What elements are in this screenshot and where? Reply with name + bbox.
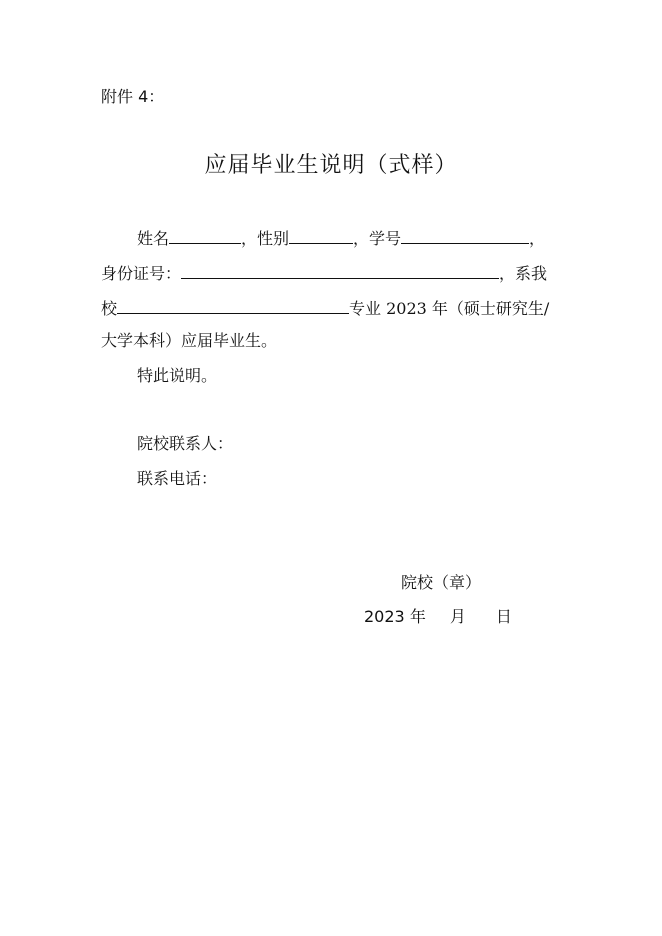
school-seal-label: 院校（章）: [401, 573, 482, 592]
form-line-1: [137, 226, 545, 249]
form-line-2: [101, 261, 547, 284]
name-label: 姓名: [137, 229, 170, 248]
document-title: 应届毕业生说明（式样）: [204, 153, 458, 178]
line-1-comma: ，: [529, 229, 546, 248]
phone-label: 联系电话：: [137, 469, 218, 488]
school-char: 校: [101, 299, 118, 318]
major-text: 专业 2023 年（硕士研究生/: [349, 299, 550, 318]
month-unit: 月: [449, 607, 466, 626]
student-id-label: ，学号: [353, 229, 402, 248]
id-card-label: 身份证号：: [101, 264, 182, 283]
date-year: 2023: [364, 607, 405, 626]
signature-date: [364, 607, 512, 627]
statement-text: 特此说明。: [137, 366, 218, 385]
name-blank[interactable]: [169, 226, 241, 244]
contact-person-label: 院校联系人：: [137, 434, 234, 453]
day-unit: 日: [495, 607, 512, 626]
major-blank[interactable]: [117, 296, 349, 314]
form-line-3: [101, 296, 549, 319]
gender-blank[interactable]: [289, 226, 353, 244]
id-card-blank[interactable]: [181, 261, 499, 279]
attachment-label: 附件 4：: [101, 87, 165, 106]
form-line-4: 大学本科）应届毕业生。: [101, 331, 278, 350]
department-label: ，系我: [499, 264, 548, 283]
student-id-blank[interactable]: [401, 226, 529, 244]
gender-label: ，性别: [241, 229, 290, 248]
year-unit: 年: [409, 607, 426, 626]
